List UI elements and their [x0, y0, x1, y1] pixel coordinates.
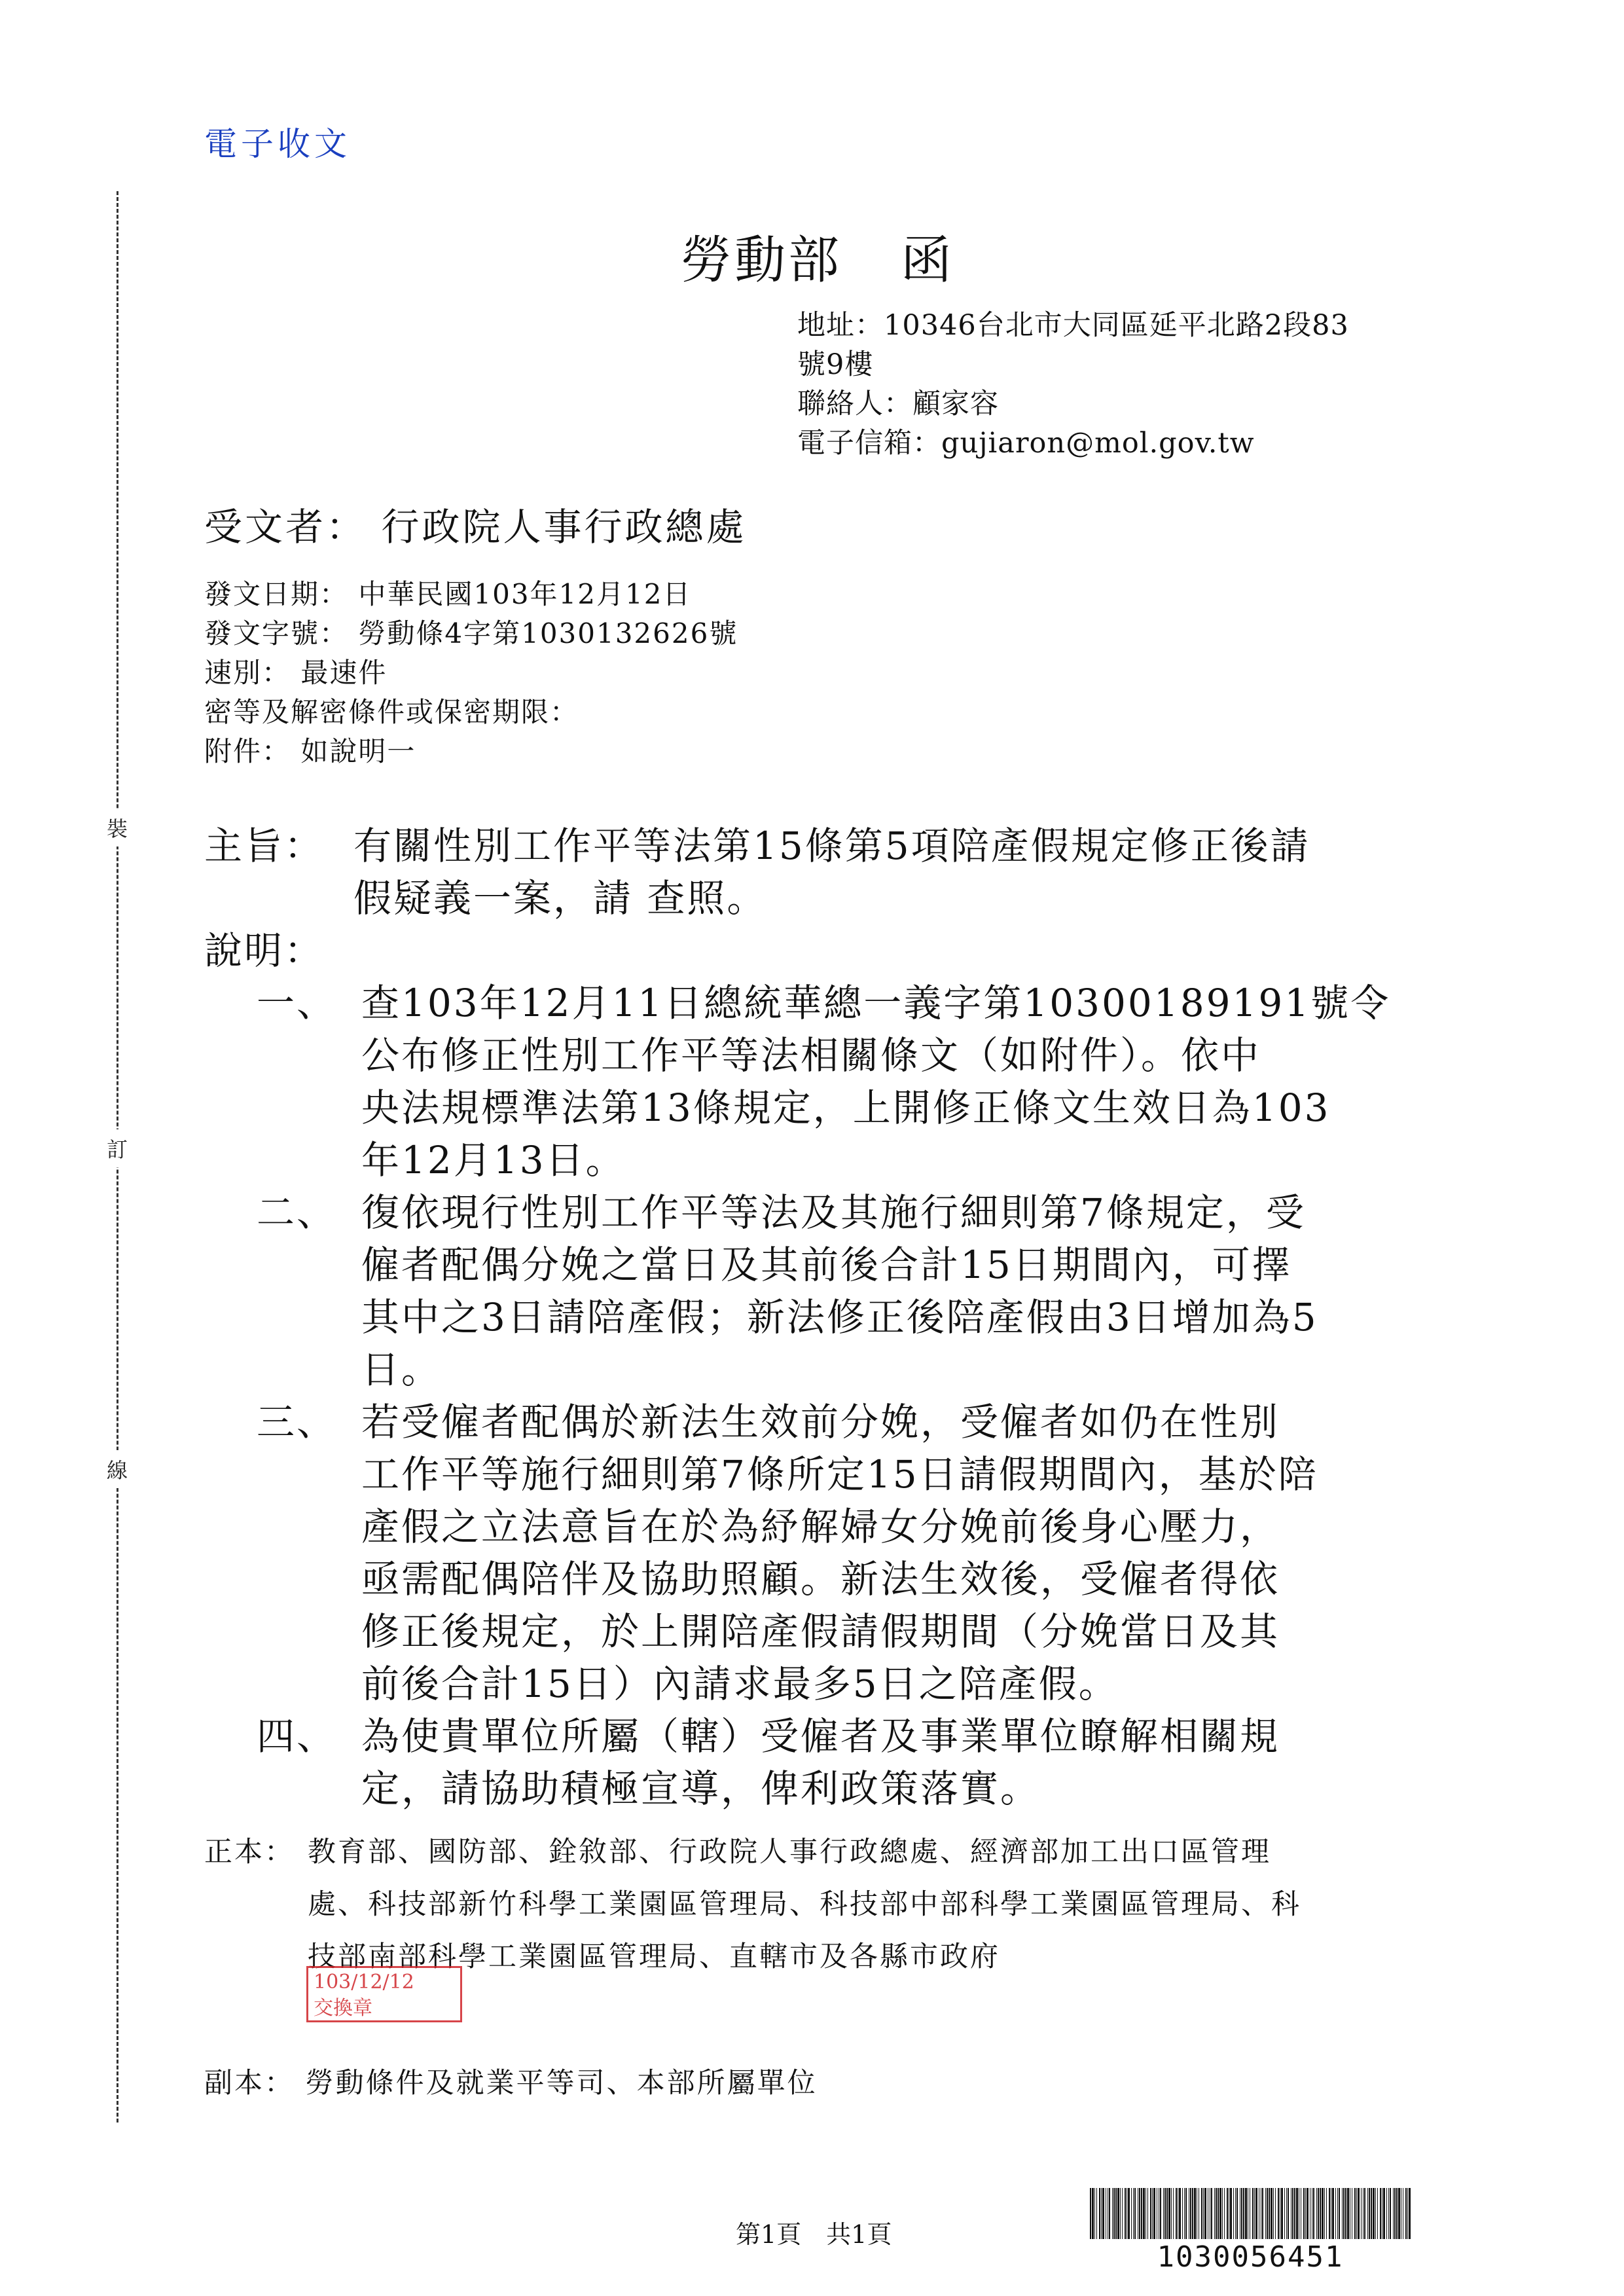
item-number: 二、 — [257, 1190, 337, 1235]
subject-line: 假疑義一案，請 查照。 — [353, 876, 767, 920]
duplicate-copy — [204, 2061, 818, 2101]
issuing-org: 勞動部 — [681, 231, 842, 290]
subject-label: 主旨： — [204, 824, 325, 868]
contact-person: 聯絡人：顧家容 — [797, 388, 999, 420]
item-line: 公布修正性別工作平等法相關條文（如附件）。依中 — [361, 1033, 1261, 1078]
recipient — [204, 496, 746, 551]
item-line: 前後合計15日）內請求最多5日之陪產假。 — [361, 1662, 1119, 1706]
item-line: 為使貴單位所屬（轄）受僱者及事業單位瞭解相關規 — [361, 1714, 1280, 1758]
stamp-date: 103/12/12 — [314, 1971, 414, 1994]
binding-char-1: 裝 — [103, 809, 131, 847]
electronic-receipt-label: 電子收文 — [204, 125, 351, 163]
item-line: 復依現行性別工作平等法及其施行細則第7條規定，受 — [361, 1190, 1306, 1235]
item-line: 年12月13日。 — [361, 1138, 626, 1182]
barcode-number: 1030056451 — [1157, 2240, 1344, 2274]
original-copy-line: 技部南部科學工業園區管理局、直轄市及各縣市政府 — [308, 1941, 1000, 1973]
exchange-stamp — [306, 1966, 462, 2022]
item-line: 其中之3日請陪產假；新法修正後陪產假由3日增加為5 — [361, 1295, 1318, 1339]
item-line: 央法規標準法第13條規定，上開修正條文生效日為103 — [361, 1085, 1331, 1130]
recipient-value: 行政院人事行政總處 — [381, 505, 747, 549]
binding-char-2: 訂 — [103, 1129, 131, 1167]
subject-line: 有關性別工作平等法第15條第5項陪產假規定修正後請 — [353, 824, 1310, 868]
original-copy-label: 正本： — [204, 1836, 295, 1868]
item-line: 若受僱者配偶於新法生效前分娩，受僱者如仍在性別 — [361, 1400, 1280, 1444]
barcode — [1090, 2188, 1411, 2276]
item-line: 工作平等施行細則第7條所定15日請假期間內，基於陪 — [361, 1452, 1318, 1497]
document-title — [681, 219, 954, 293]
document-type: 函 — [901, 231, 955, 290]
explanation-label: 說明： — [204, 928, 325, 973]
item-line: 日。 — [361, 1347, 442, 1392]
item-line: 查103年12月11日總統華總一義字第10300189191號令 — [361, 981, 1391, 1025]
barcode-bars — [1090, 2188, 1411, 2239]
original-copy-line: 教育部、國防部、銓敘部、行政院人事行政總處、經濟部加工出口區管理 — [308, 1836, 1271, 1868]
item-line: 僱者配偶分娩之當日及其前後合計15日期間內，可擇 — [361, 1243, 1292, 1287]
contact-address-2: 號9樓 — [797, 348, 874, 381]
item-line: 修正後規定，於上開陪產假請假期間（分娩當日及其 — [361, 1609, 1280, 1654]
duplicate-copy-label: 副本： — [204, 2067, 295, 2100]
meta-classification: 密等及解密條件或保密期限： — [204, 696, 579, 728]
item-number: 四、 — [257, 1714, 337, 1758]
stamp-text: 交換章 — [314, 1997, 372, 2020]
item-line: 亟需配偶陪伴及協助照顧。新法生效後，受僱者得依 — [361, 1557, 1280, 1601]
duplicate-copy-value: 勞動條件及就業平等司、本部所屬單位 — [305, 2067, 818, 2100]
item-number: 三、 — [257, 1400, 337, 1444]
contact-email: 電子信箱：gujiaron@mol.gov.tw — [797, 427, 1255, 460]
item-line: 產假之立法意旨在於為紓解婦女分娩前後身心壓力， — [361, 1504, 1280, 1549]
item-number: 一、 — [257, 981, 337, 1025]
item-line: 定，請協助積極宣導，俾利政策落實。 — [361, 1766, 1041, 1811]
binding-char-3: 線 — [103, 1450, 131, 1488]
meta-doc-number: 發文字號： 勞動條4字第1030132626號 — [204, 617, 738, 649]
meta-issue-date: 發文日期： 中華民國103年12月12日 — [204, 578, 692, 610]
page-number: 第1頁 共1頁 — [736, 2220, 892, 2249]
original-copy-line: 處、科技部新竹科學工業園區管理局、科技部中部科學工業園區管理局、科 — [308, 1888, 1301, 1921]
meta-speed: 速別： 最速件 — [204, 657, 388, 689]
meta-attachment: 附件： 如說明一 — [204, 735, 416, 767]
contact-address-1: 地址：10346台北市大同區延平北路2段83 — [797, 309, 1349, 342]
recipient-label: 受文者： — [204, 505, 367, 549]
